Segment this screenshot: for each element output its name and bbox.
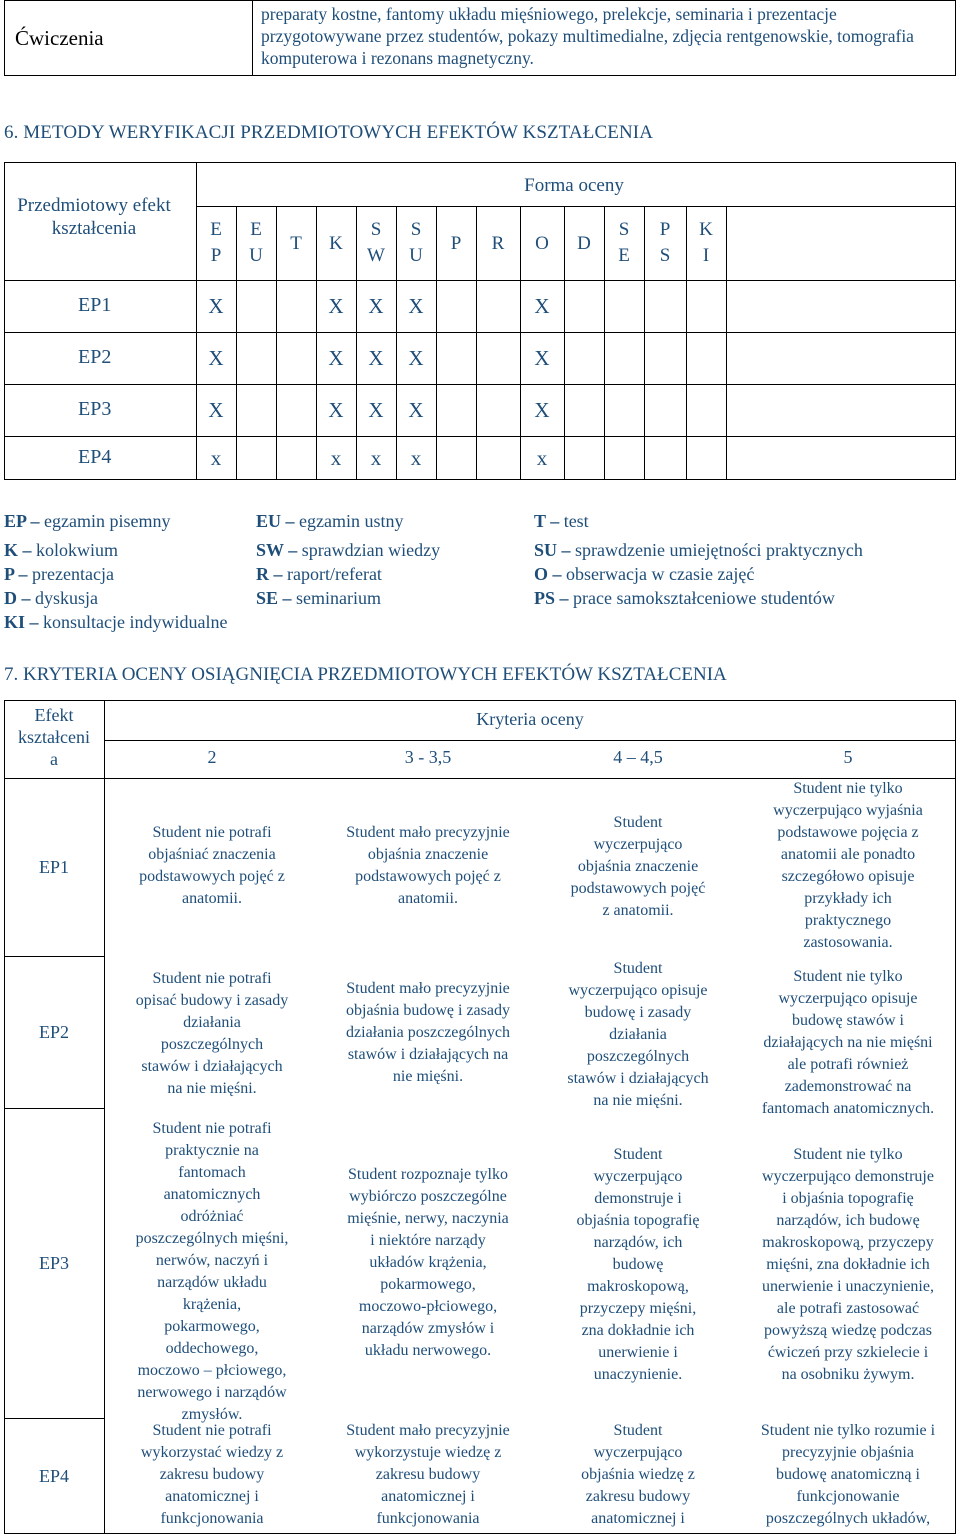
mark-ep1-0: X — [208, 294, 224, 318]
criteria-text-line: wykorzystuje wiedzę z — [354, 1444, 502, 1461]
mark-ep2-5: X — [408, 346, 424, 370]
criteria-text-line: poszczególnych mięśni, — [135, 1230, 289, 1247]
criteria-text-line: funkcjonowania — [376, 1510, 480, 1527]
col-abbr-1-line2: U — [249, 245, 263, 266]
criteria-text-line: objaśnia topografię — [576, 1212, 700, 1229]
top-table-text: preparaty kostne, fantomy układu mięśniowego, prelekcje, seminaria i prezentacje przygotowywane przez studentów, pokazy multimedialne, zdjęcia rentgenowskie, tomografia komputerowa i rezonans magnetyczny. — [261, 4, 914, 68]
grade-header-1: 3 - 3,5 — [404, 747, 452, 767]
legend-abbr: EU — [256, 511, 282, 531]
criteria-text-line: praktycznego — [804, 912, 892, 929]
legend-dash: – — [283, 540, 302, 560]
criteria-text-line: pokarmowego, — [164, 1318, 260, 1335]
col-abbr-4: S — [370, 219, 382, 240]
mark-ep4-8: x — [536, 446, 548, 470]
criteria-text-line: wyczerpująco wyjaśnia — [773, 802, 923, 819]
criteria-text-line: nie mięśni. — [392, 1068, 464, 1085]
kryteria-header: Kryteria oceny — [476, 709, 584, 729]
criteria-cell-ep4-3 — [740, 1420, 956, 1530]
mark-ep3-4: X — [368, 398, 384, 422]
criteria-text-line: narządów układu — [157, 1274, 267, 1291]
criteria-text-line: wyczerpująco opisuje — [568, 982, 708, 999]
criteria-text-line: stawów i działających — [567, 1070, 709, 1087]
criteria-text-line: objaśniać znaczenia — [148, 846, 276, 863]
col-abbr-12-line2: I — [702, 245, 710, 266]
table-divider — [196, 162, 197, 480]
table-divider — [4, 956, 104, 957]
criteria-text-line: zakresu budowy — [585, 1488, 691, 1505]
criteria-text-line: podstawowych pojęć — [570, 880, 706, 897]
criteria-text-line: Student nie potrafi — [152, 824, 272, 841]
legend-item-se — [256, 588, 381, 609]
criteria-text-line: podstawowych pojęć z — [139, 868, 285, 885]
legend-abbr: EP — [4, 511, 27, 531]
row-label-ep4: EP4 — [38, 1466, 69, 1486]
table-divider — [4, 436, 956, 437]
criteria-text-line: podstawowe pojęcia z — [777, 824, 919, 841]
criteria-text-line: moczowo-płciowego, — [358, 1298, 498, 1315]
criteria-text-line: ale potrafi również — [787, 1056, 909, 1073]
col-abbr-5: S — [410, 219, 422, 240]
criteria-text-line: na osobniku żywym. — [781, 1366, 915, 1383]
legend-abbr: PS — [534, 588, 556, 608]
grade-header-3: 5 — [843, 747, 853, 767]
row-label-ep3: EP3 — [78, 398, 112, 420]
legend-item-sw — [256, 540, 440, 561]
criteria-text-line: na nie mięśni. — [167, 1080, 257, 1097]
criteria-text-line: budowę anatomiczną i — [776, 1466, 920, 1483]
criteria-text-line: odróżniać — [180, 1208, 244, 1225]
legend-abbr: T — [534, 511, 546, 531]
criteria-text-line: opisać budowy i zasady — [135, 992, 289, 1009]
legend-item-eu — [256, 511, 404, 532]
table-divider — [104, 740, 956, 741]
mark-ep1-5: X — [408, 294, 424, 318]
legend-text: kolokwium — [36, 540, 119, 560]
legend-item-r — [256, 564, 382, 585]
legend-item-su — [534, 540, 863, 561]
legend-item-k — [4, 540, 118, 561]
legend-dash: – — [17, 588, 35, 608]
legend-item-d — [4, 588, 98, 609]
criteria-text-line: działania — [609, 1026, 667, 1043]
criteria-text-line: Student — [613, 814, 663, 831]
criteria-text-line: działających na nie mięśni — [763, 1034, 933, 1051]
criteria-cell-ep2-3 — [740, 966, 956, 1120]
col-abbr-0-line2: P — [210, 245, 222, 266]
criteria-text-line: funkcjonowanie — [796, 1488, 900, 1505]
criteria-text-line: zna dokładnie ich — [581, 1322, 695, 1339]
criteria-text-line: krążenia, — [182, 1296, 242, 1313]
legend-dash: – — [26, 511, 45, 531]
criteria-text-line: unerwienie i — [598, 1344, 678, 1361]
criteria-text-line: oddechowego, — [165, 1340, 259, 1357]
criteria-text-line: poszczególnych układów, — [765, 1510, 931, 1527]
criteria-text-line: Student nie potrafi — [152, 1120, 272, 1137]
legend-dash: – — [278, 588, 297, 608]
criteria-text-line: ale potrafi zastosować — [776, 1300, 920, 1317]
criteria-text-line: objaśnia znaczenie — [367, 846, 489, 863]
legend-item-p — [4, 564, 114, 585]
row-label-ep3: EP3 — [38, 1253, 69, 1273]
table-border-bottom — [4, 1533, 956, 1534]
criteria-text-line: Student — [613, 960, 663, 977]
criteria-text-line: układu nerwowego. — [364, 1342, 492, 1359]
legend-item-ep — [4, 511, 170, 532]
criteria-cell-ep1-0 — [104, 822, 320, 910]
criteria-text-line: wybiórczo poszczególne — [349, 1188, 507, 1205]
legend-abbr: SE — [256, 588, 279, 608]
mark-ep2-3: X — [328, 346, 344, 370]
criteria-text-line: ćwiczeń przy szkielecie i — [767, 1344, 929, 1361]
table-border-right — [955, 162, 956, 480]
table-divider — [4, 384, 956, 385]
criteria-text-line: podstawowych pojęć z — [355, 868, 501, 885]
col-abbr-12: K — [699, 219, 713, 240]
mark-ep1-4: X — [368, 294, 384, 318]
legend-dash: – — [557, 540, 576, 560]
mark-ep3-5: X — [408, 398, 424, 422]
top-table — [4, 0, 956, 76]
legend-text: konsultacje indywidualne — [43, 612, 228, 632]
legend-text: seminarium — [296, 588, 382, 608]
row-label-ep2: EP2 — [38, 1022, 69, 1042]
criteria-cell-ep4-0 — [104, 1420, 320, 1530]
criteria-text-line: Student nie potrafi — [152, 1422, 272, 1439]
col-abbr-1: E — [250, 219, 262, 240]
criteria-text-line: anatomii. — [398, 890, 458, 907]
col-header-effect-line: a — [50, 749, 58, 769]
criteria-text-line: Student nie tylko — [793, 780, 903, 797]
legend-text: raport/referat — [287, 564, 382, 584]
legend-item-o — [534, 564, 754, 585]
legend-text: egzamin ustny — [299, 511, 404, 531]
criteria-text-line: moczowo – płciowego, — [137, 1362, 287, 1379]
criteria-text-line: działania — [183, 1014, 241, 1031]
criteria-text-line: anatomicznych — [163, 1186, 261, 1203]
col-abbr-4-line2: W — [367, 245, 385, 266]
criteria-text-line: budowę — [612, 1256, 664, 1273]
table-border-top — [4, 700, 956, 701]
criteria-text-line: poszczególnych — [586, 1048, 690, 1065]
grade-header-0: 2 — [207, 747, 217, 767]
criteria-text-line: anatomicznej i — [381, 1488, 475, 1505]
criteria-text-line: Student mało precyzyjnie — [346, 980, 510, 997]
col-abbr-0: E — [210, 219, 222, 240]
criteria-cell-ep1-2 — [536, 812, 740, 922]
legend-abbr: K — [4, 540, 19, 560]
criteria-text-line: zakresu budowy — [375, 1466, 481, 1483]
criteria-text-line: zmysłów. — [181, 1406, 243, 1423]
criteria-text-line: fantomach — [178, 1164, 246, 1181]
table-border-left — [4, 700, 5, 1534]
mark-ep3-8: X — [534, 398, 550, 422]
criteria-text-line: wyczerpująco — [593, 1168, 683, 1185]
row-label-ep1: EP1 — [78, 294, 112, 316]
criteria-text-line: mięśni, zna dokładnie ich — [766, 1256, 930, 1273]
table-divider — [4, 280, 956, 281]
criteria-cell-ep2-2 — [536, 958, 740, 1112]
col-abbr-3: K — [329, 233, 343, 254]
criteria-cell-ep3-0 — [104, 1118, 320, 1426]
criteria-text-line: objaśnia budowę i zasady — [346, 1002, 510, 1019]
criteria-text-line: i objaśnia topografię — [782, 1190, 914, 1207]
criteria-text-line: wyczerpująco demonstruje — [762, 1168, 934, 1185]
criteria-text-line: i niektóre narządy — [370, 1232, 486, 1249]
criteria-text-line: mięśnie, nerwy, naczynia — [347, 1210, 509, 1227]
legend-abbr: KI — [4, 612, 26, 632]
table-divider — [726, 206, 727, 480]
criteria-text-line: poszczególnych — [160, 1036, 264, 1053]
criteria-text-line: Student nie potrafi — [152, 970, 272, 987]
legend-dash: – — [545, 511, 564, 531]
criteria-text-line: makroskopową, — [587, 1278, 689, 1295]
criteria-cell-ep1-1 — [320, 822, 536, 910]
section6-heading: 6. METODY WERYFIKACJI PRZEDMIOTOWYCH EFEKTÓW KSZTAŁCENIA — [4, 122, 654, 143]
criteria-text-line: anatomii ale ponadto — [780, 846, 916, 863]
row-label-ep4: EP4 — [78, 446, 112, 468]
mark-ep4-3: x — [330, 446, 342, 470]
col-abbr-6: P — [450, 233, 462, 254]
criteria-cell-ep2-1 — [320, 978, 536, 1088]
grade-header-2: 4 – 4,5 — [613, 747, 663, 767]
criteria-text-line: zademonstrować na — [784, 1078, 912, 1095]
legend-dash: – — [281, 511, 300, 531]
criteria-text-line: funkcjonowania — [160, 1510, 264, 1527]
criteria-cell-ep1-3 — [740, 778, 956, 954]
criteria-text-line: narządów, ich — [593, 1234, 683, 1251]
col-abbr-5-line2: U — [409, 245, 423, 266]
legend-text: dyskusja — [35, 588, 98, 608]
col-header-effect — [4, 704, 104, 770]
legend-abbr: P — [4, 564, 15, 584]
legend-abbr: R — [256, 564, 269, 584]
row-label-ep2: EP2 — [78, 346, 112, 368]
legend-dash: – — [548, 564, 567, 584]
legend-text: test — [563, 511, 589, 531]
mark-ep4-5: x — [410, 446, 422, 470]
criteria-text-line: anatomicznej i — [165, 1488, 259, 1505]
col-abbr-11: P — [659, 219, 671, 240]
col-abbr-2: T — [290, 233, 302, 254]
criteria-cell-ep3-3 — [740, 1144, 956, 1386]
legend-item-ps — [534, 588, 835, 609]
criteria-table — [4, 700, 956, 1534]
table-divider — [4, 332, 956, 333]
col-abbr-10: S — [618, 219, 630, 240]
mark-ep3-0: X — [208, 398, 224, 422]
criteria-text-line: precyzyjnie objaśnia — [782, 1444, 914, 1461]
criteria-text-line: zastosowania. — [803, 934, 893, 951]
col-header-effect-line: Efekt — [34, 705, 74, 725]
criteria-text-line: budowę i zasady — [584, 1004, 692, 1021]
criteria-text-line: zakresu budowy — [159, 1466, 265, 1483]
criteria-text-line: stawów i działających na — [347, 1046, 509, 1063]
verification-methods-table — [4, 162, 956, 480]
criteria-cell-ep4-1 — [320, 1420, 536, 1530]
criteria-cell-ep3-2 — [536, 1144, 740, 1386]
criteria-text-line: unaczynienie. — [593, 1366, 683, 1383]
legend-abbr: SU — [534, 540, 558, 560]
legend-text: prace samokształceniowe studentów — [573, 588, 835, 608]
col-abbr-8: O — [535, 233, 549, 254]
legend-item-t — [534, 511, 589, 532]
col-header-effect: Przedmiotowy efekt kształcenia — [17, 195, 171, 239]
criteria-text-line: Student mało precyzyjnie — [346, 1422, 510, 1439]
criteria-text-line: Student nie tylko — [793, 1146, 903, 1163]
criteria-cell-ep3-1 — [320, 1164, 536, 1362]
criteria-text-line: przyczepy mięśni, — [579, 1300, 697, 1317]
legend-item-ki — [4, 612, 227, 633]
criteria-text-line: powyższą wiedzę podczas — [764, 1322, 932, 1339]
col-header-effect-line: kształceni — [18, 727, 90, 747]
legend-text: egzamin pisemny — [44, 511, 171, 531]
criteria-text-line: przykłady ich — [804, 890, 892, 907]
table-border-top — [4, 162, 956, 163]
legend-text: sprawdzian wiedzy — [301, 540, 441, 560]
legend-abbr: D — [4, 588, 17, 608]
col-abbr-9: D — [577, 233, 591, 254]
criteria-text-line: nerwowego i narządów — [137, 1384, 287, 1401]
criteria-text-line: makroskopową, przyczepy — [762, 1234, 934, 1251]
criteria-text-line: wyczerpująco opisuje — [778, 990, 918, 1007]
legend-dash: – — [14, 564, 33, 584]
criteria-text-line: anatomii. — [182, 890, 242, 907]
legend-abbr: SW — [256, 540, 284, 560]
criteria-text-line: wyczerpująco — [593, 836, 683, 853]
criteria-text-line: pokarmowego, — [380, 1276, 476, 1293]
col-abbr-10-line2: E — [618, 245, 630, 266]
criteria-text-line: stawów i działających — [141, 1058, 283, 1075]
criteria-cell-ep2-0 — [104, 968, 320, 1100]
criteria-text-line: układów krążenia, — [369, 1254, 487, 1271]
table-border-bottom — [4, 479, 956, 480]
criteria-text-line: unerwienie i unaczynienie, — [762, 1278, 934, 1295]
criteria-text-line: objaśnia znaczenie — [577, 858, 699, 875]
criteria-text-line: demonstruje i — [594, 1190, 682, 1207]
mark-ep4-4: x — [370, 446, 382, 470]
criteria-text-line: fantomach anatomicznych. — [761, 1100, 935, 1117]
mark-ep3-3: X — [328, 398, 344, 422]
mark-ep2-8: X — [534, 346, 550, 370]
criteria-text-line: szczegółowo opisuje — [781, 868, 915, 885]
top-table-label: Ćwiczenia — [5, 1, 253, 75]
criteria-text-line: objaśnia wiedzę z — [581, 1466, 695, 1483]
criteria-text-line: Student rozpoznaje tylko — [348, 1166, 508, 1183]
table-divider — [4, 1108, 104, 1109]
criteria-text-line: Student nie tylko — [793, 968, 903, 985]
criteria-text-line: narządów zmysłów i — [361, 1320, 495, 1337]
row-label-ep1: EP1 — [38, 857, 69, 877]
criteria-text-line: nerwów, naczyń i — [155, 1252, 269, 1269]
criteria-text-line: Student mało precyzyjnie — [346, 824, 510, 841]
criteria-text-line: na nie mięśni. — [593, 1092, 683, 1109]
legend-dash: – — [25, 612, 44, 632]
criteria-text-line: działania poszczególnych — [346, 1024, 510, 1041]
criteria-text-line: z anatomii. — [602, 902, 674, 919]
criteria-text-line: anatomicznej i — [591, 1510, 685, 1527]
forma-oceny-header: Forma oceny — [524, 175, 624, 196]
table-divider — [4, 1418, 104, 1419]
mark-ep2-4: X — [368, 346, 384, 370]
legend-text: sprawdzenie umiejętności praktycznych — [575, 540, 863, 560]
criteria-cell-ep4-2 — [536, 1420, 740, 1530]
legend-abbr: O — [534, 564, 549, 584]
mark-ep2-0: X — [208, 346, 224, 370]
col-abbr-11-line2: S — [659, 245, 671, 266]
legend-text: prezentacja — [32, 564, 114, 584]
criteria-text-line: budowę stawów i — [792, 1012, 904, 1029]
table-divider — [196, 206, 956, 207]
table-border-left — [4, 162, 5, 480]
mark-ep1-8: X — [534, 294, 550, 318]
criteria-text-line: Student nie tylko rozumie i — [760, 1422, 936, 1439]
criteria-text-line: praktycznie na — [165, 1142, 259, 1159]
criteria-text-line: Student — [613, 1146, 663, 1163]
legend-dash: – — [269, 564, 287, 584]
legend-dash: – — [555, 588, 574, 608]
criteria-text-line: wyczerpująco — [593, 1444, 683, 1461]
criteria-text-line: narządów, ich budowę — [776, 1212, 920, 1229]
mark-ep1-3: X — [328, 294, 344, 318]
legend-text: obserwacja w czasie zajęć — [566, 564, 755, 584]
criteria-text-line: Student — [613, 1422, 663, 1439]
mark-ep4-0: x — [210, 446, 222, 470]
section7-heading: 7. KRYTERIA OCENY OSIĄGNIĘCIA PRZEDMIOTOWYCH EFEKTÓW KSZTAŁCENIA — [4, 664, 727, 685]
legend-dash: – — [18, 540, 37, 560]
criteria-text-line: wykorzystać wiedzy z — [140, 1444, 284, 1461]
col-abbr-7: R — [491, 233, 505, 254]
